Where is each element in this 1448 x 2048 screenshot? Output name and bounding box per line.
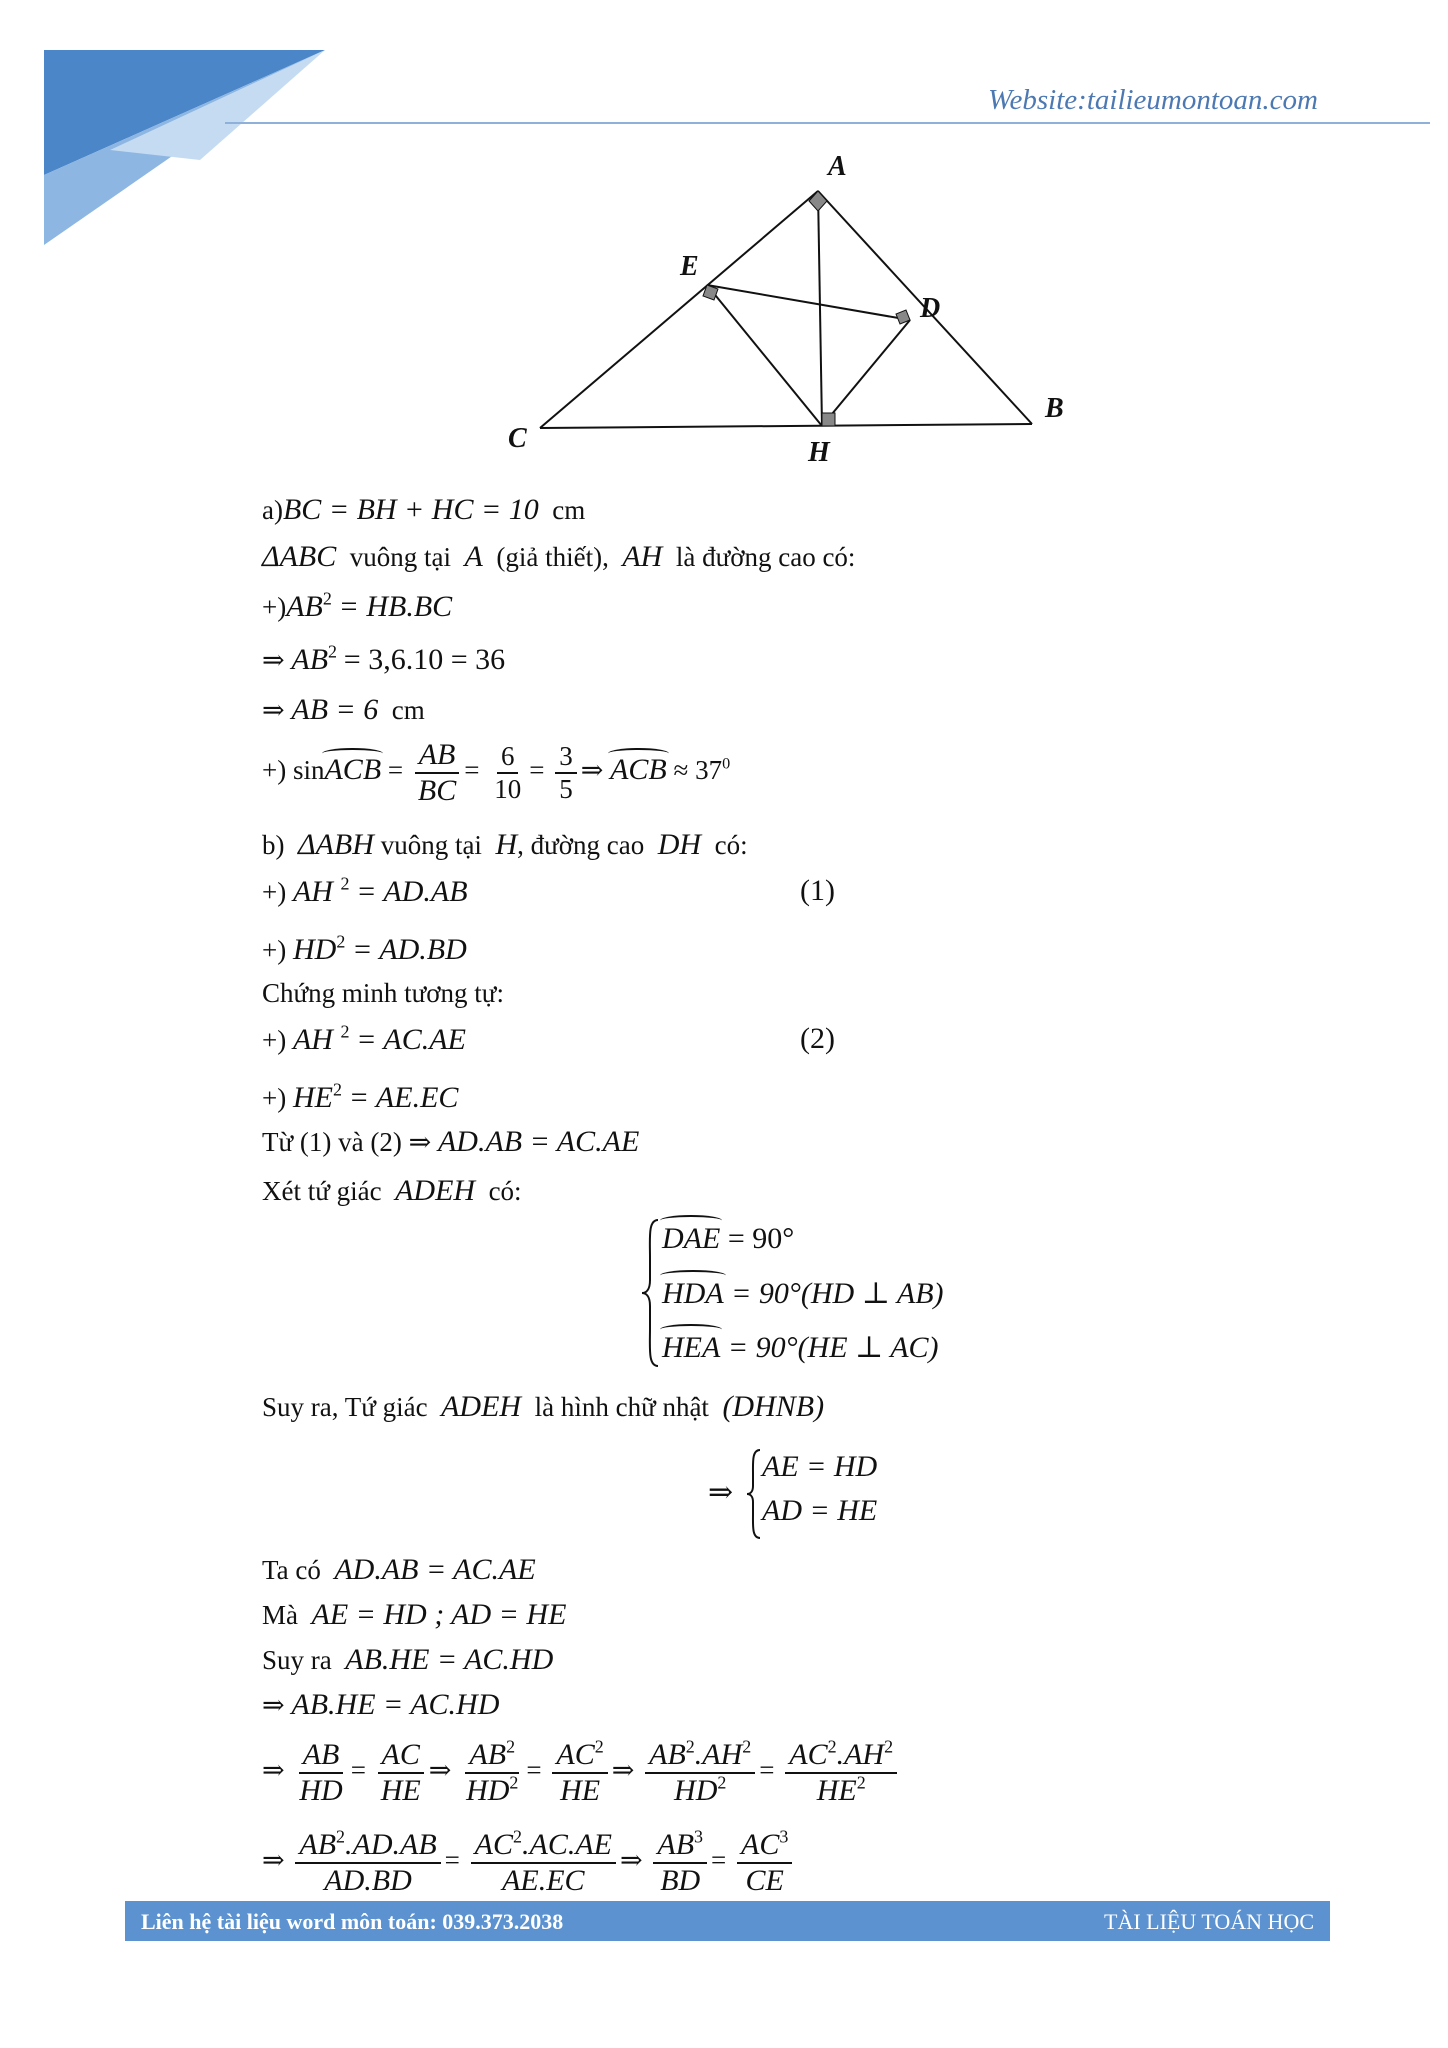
brace-left-1 (640, 1218, 662, 1368)
label-A: A (828, 151, 847, 182)
line-ab-squared-value: ⇒ $AB^2 = 3,6.10 = 36$ (262, 641, 506, 676)
line-ab-value: ⇒ AB = 6 cm (262, 693, 425, 726)
segment-CA (540, 191, 818, 428)
segment-AH (818, 191, 822, 426)
corner-decoration (0, 0, 340, 260)
footer-contact: Liên hệ tài liệu word môn toán: 039.373.2038 (141, 1909, 564, 1934)
segment-DH (822, 320, 910, 426)
line-he-squared: +) $HE^2 = AE.EC$ (262, 1079, 459, 1114)
line-but: Mà AE = HD ; AD = HE (262, 1598, 567, 1631)
segment-ED (707, 285, 910, 320)
right-angle-H (822, 413, 835, 426)
header-website: Website:tailieumontoan.com (988, 84, 1318, 116)
label-C: C (508, 423, 527, 454)
implies-arrow: ⇒ (708, 1476, 734, 1509)
line-we-have: Ta có AD.AB = AC.AE (262, 1553, 536, 1586)
line-implies-ab-he: ⇒ AB.HE = AC.HD (262, 1688, 500, 1721)
right-angle-A (809, 191, 827, 211)
line-so: Suy ra AB.HE = AC.HD (262, 1643, 554, 1676)
footer-brand: TÀI LIỆU TOÁN HỌC (1104, 1909, 1314, 1934)
line-a: a)BC = BH + HC = 10 cm (262, 493, 586, 526)
line-rectangle: Suy ra, Tứ giác ADEH là hình chữ nhật (DHNB) (262, 1390, 825, 1423)
label-E: E (680, 251, 699, 282)
label-H: H (808, 437, 830, 468)
line-fraction-chain-1: ⇒ $\frac{AB}{HD}$ = $\frac{AC}{HE}$ ⇒ $\frac{AB^2}{HD^2}$ = $\frac{AC^2}{HE}$ ⇒ $\frac{AB^2.AH^2}{HD^2}$ = $\frac{AC^2.AH^2}{HE^2}$ (262, 1740, 901, 1806)
header-rule (225, 122, 1430, 124)
system-angles: DAE = 90° HDA = 90°(HD ⊥ AB) HEA = 90°(HE ⊥ AC) (662, 1222, 944, 1364)
line-from-1-2: Từ (1) và (2) ⇒ AD.AB = AC.AE (262, 1125, 640, 1158)
line-similar-proof: Chứng minh tương tự: (262, 978, 504, 1008)
geometry-figure (500, 145, 1100, 475)
footer-bar (125, 1901, 1330, 1941)
line-ah-squared-1: +) AH $^2$ = AD.AB (262, 873, 468, 908)
line-fraction-chain-2: ⇒ $\frac{AB^2.AD.AB}{AD.BD}$ = $\frac{AC^2.AC.AE}{AE.EC}$ ⇒ $\frac{AB^3}{BD}$ = $\frac{AC^3}{CE}$ (262, 1830, 796, 1896)
line-ah-squared-2: +) AH $^2$ = AC.AE (262, 1021, 466, 1056)
line-consider-quad: Xét tứ giác ADEH có: (262, 1174, 522, 1207)
line-ab-squared: $+)AB^2 = HB.BC$ (262, 588, 453, 623)
system-equalities: AE = HD AD = HE (762, 1450, 878, 1527)
line-sin-acb: +) sinACB = $\frac{AB}{BC}$ = $\frac{6}{10}$ = $\frac{3}{5}$ ⇒ ACB ≈ $37^0$ (262, 738, 731, 807)
equation-number-2: (2) (800, 1022, 835, 1055)
line-b: b) ΔABH vuông tại H, đường cao DH có: (262, 828, 748, 861)
line-triangle-abc: ΔABC vuông tại A (giả thiết), AH là đường cao có: (262, 540, 856, 573)
label-B: B (1045, 393, 1064, 424)
label-D: D (920, 293, 941, 324)
equation-number-1: (1) (800, 874, 835, 907)
segment-EH (707, 285, 822, 426)
segment-CB (540, 424, 1032, 428)
line-hd-squared: +) $HD^2 = AD.BD$ (262, 931, 467, 966)
brace-left-2 (745, 1448, 763, 1540)
